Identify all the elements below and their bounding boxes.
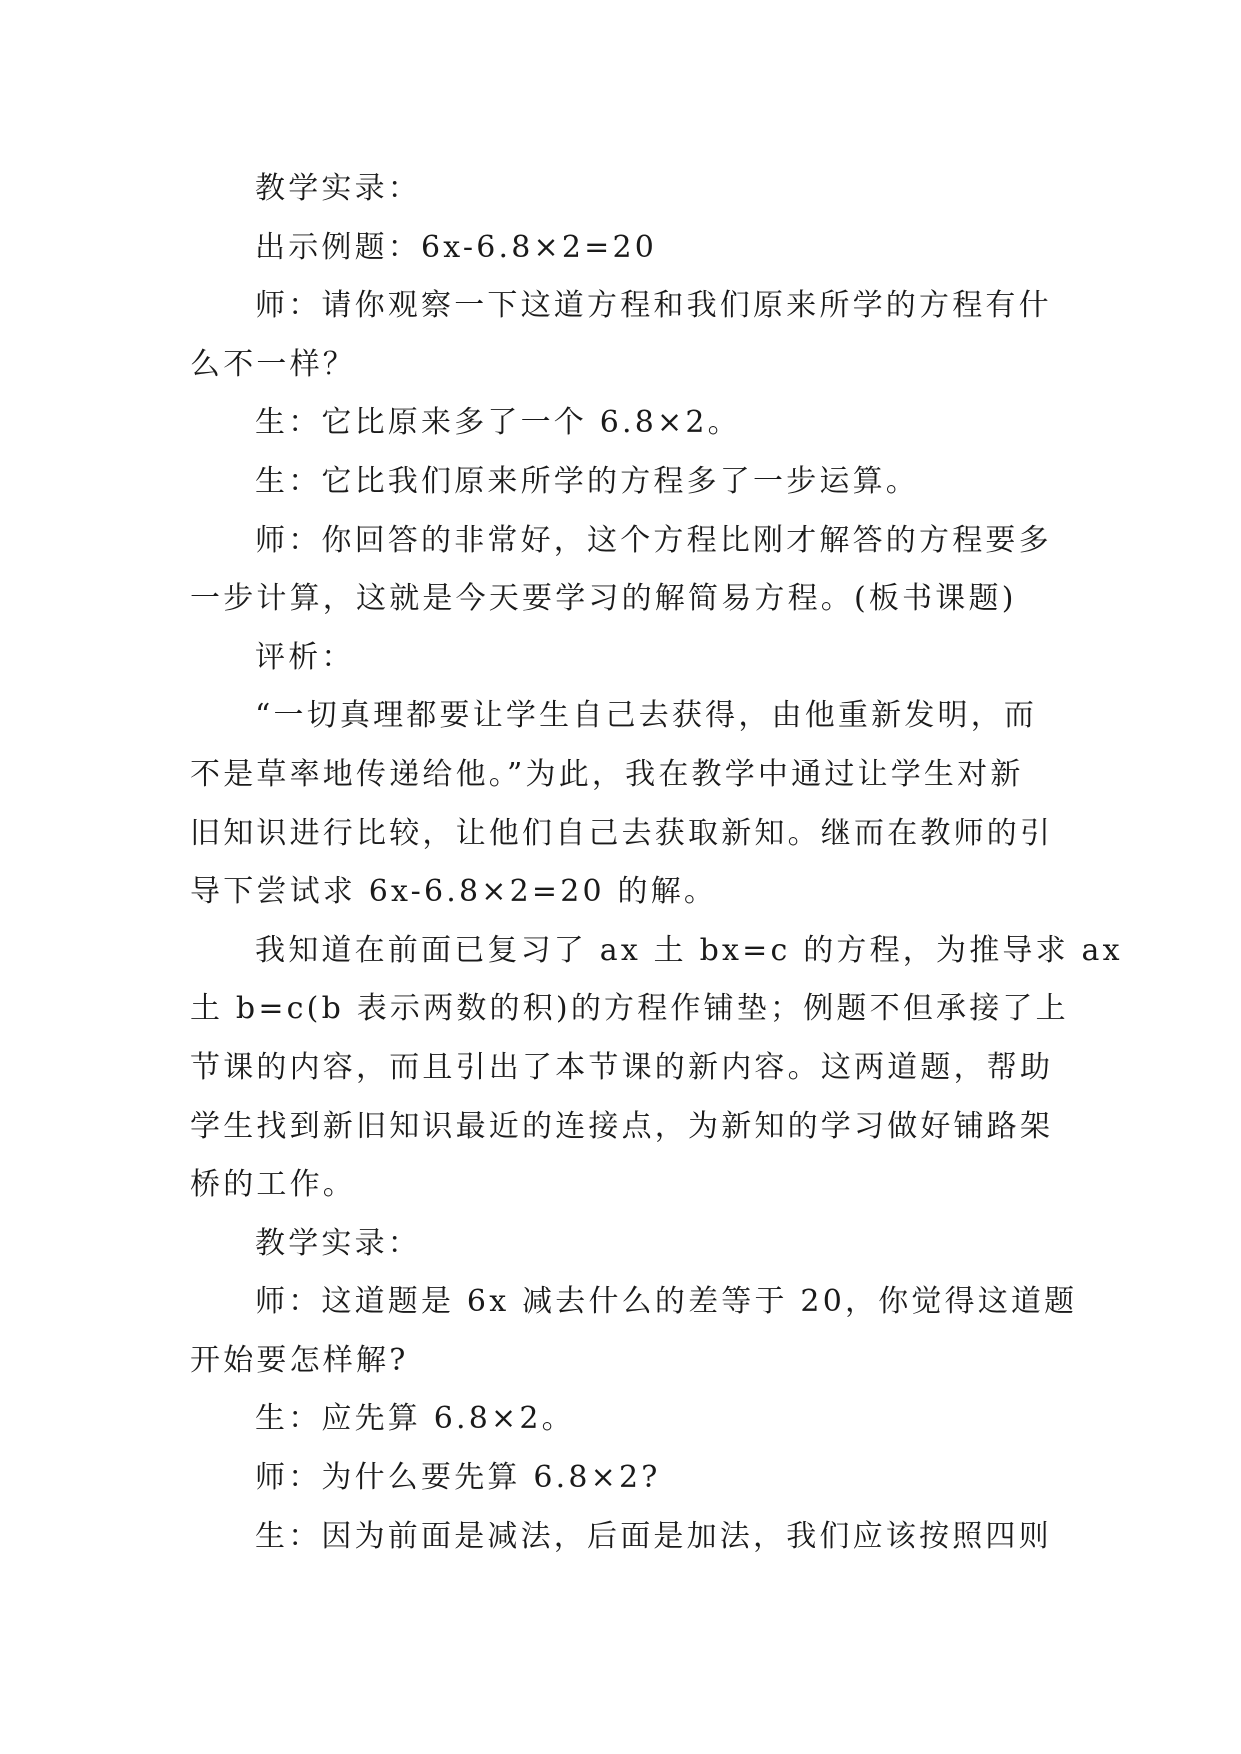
text-line: 导下尝试求 6x-6.8×2=20 的解。 [190, 874, 718, 910]
text-line: 师：你回答的非常好，这个方程比刚才解答的方程要多 [255, 522, 1052, 558]
text-line: 生：它比我们原来所学的方程多了一步运算。 [255, 463, 919, 499]
text-line: 我知道在前面已复习了 ax 土 bx=c 的方程，为推导求 ax [255, 932, 1123, 968]
text-line: 教学实录： [255, 171, 421, 206]
text-line: 生：因为前面是减法，后面是加法，我们应该按照四则 [255, 1518, 1052, 1554]
text-line: 师：请你观察一下这道方程和我们原来所学的方程有什 [255, 288, 1052, 324]
text-line: 生：它比原来多了一个 6.8×2。 [255, 405, 741, 441]
text-line: 桥的工作。 [190, 1167, 356, 1203]
text-line: 土 b=c(b 表示两数的积)的方程作铺垫；例题不但承接了上 [190, 991, 1069, 1027]
text-line: 学生找到新旧知识最近的连接点，为新知的学习做好铺路架 [190, 1108, 1054, 1144]
text-line: “一切真理都要让学生自己去获得，由他重新发明，而 [255, 698, 1038, 734]
text-line: 开始要怎样解? [190, 1342, 409, 1378]
text-line: 师：为什么要先算 6.8×2? [255, 1460, 661, 1496]
text-line: 生：应先算 6.8×2。 [255, 1401, 575, 1437]
text-line: 师：这道题是 6x 减去什么的差等于 20，你觉得这道题 [255, 1284, 1078, 1320]
text-line: 不是草率地传递给他。”为此，我在教学中通过让学生对新 [190, 756, 1024, 792]
text-line: 节课的内容，而且引出了本节课的新内容。这两道题，帮助 [190, 1049, 1054, 1085]
text-line: 旧知识进行比较，让他们自己去获取新知。继而在教师的引 [190, 815, 1054, 851]
text-line: 评析： [255, 639, 355, 675]
text-line: 么不一样？ [190, 346, 356, 382]
text-line: 一步计算，这就是今天要学习的解简易方程。(板书课题) [190, 581, 1017, 617]
text-line: 教学实录： [255, 1225, 421, 1261]
text-line: 出示例题：6x-6.8×2=20 [255, 229, 658, 265]
document-page [190, 160, 1123, 1566]
